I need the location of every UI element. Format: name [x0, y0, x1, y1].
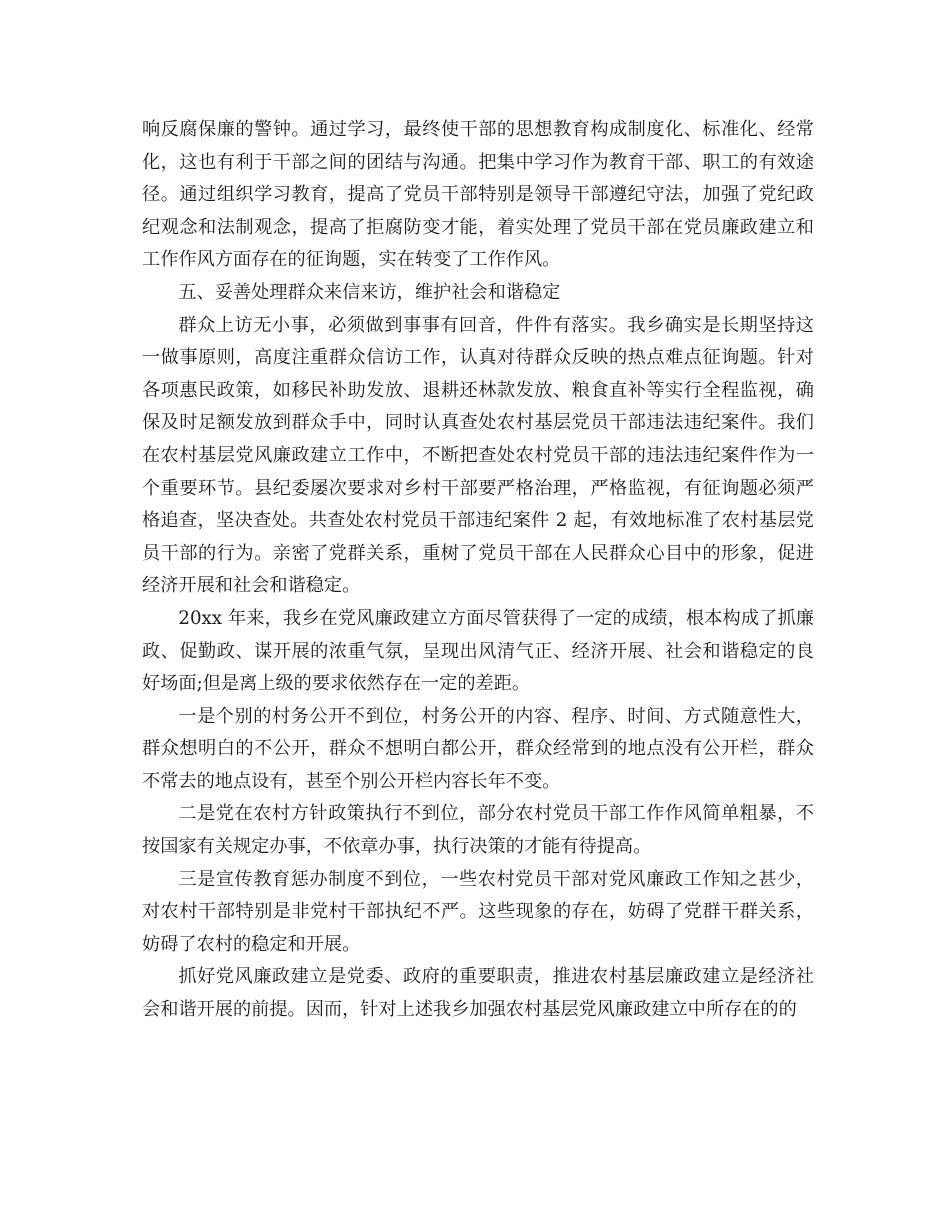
- paragraph-5: 一是个别的村务公开不到位，村务公开的内容、程序、时间、方式随意性大，群众想明白的不公开，群众不想明白都公开，群众经常到的地点没有公开栏，群众不常去的地点设有，甚至个别公开栏内容长年不变。: [142, 705, 814, 792]
- document-body: [142, 114, 814, 1027]
- paragraph-3: 群众上访无小事，必须做到事事有回音，件件有落实。我乡确实是长期坚持这一做事原则，高度注重群众信访工作，认真对待群众反映的热点难点征询题。针对各项惠民政策，如移民补助发放、退耕还林款发放、粮食直补等实行全程监视，确保及时足额发放到群众手中，同时认真查处农村基层党员干部违法违纪案件。我们在农村基层党风廉政建立工作中，不断把查处农村党员干部的违法违纪案件作为一个重要环节。县纪委屡次要求对乡村干部要严格治理，严格监视，有征询题必须严格追查，坚决查处。共查处农村党员干部违纪案件 2 起，有效地标准了农村基层党员干部的行为。亲密了党群关系，重树了党员干部在人民群众心目中的形象，促进经济开展和社会和谐稳定。: [142, 314, 814, 597]
- paragraph-6: 二是党在农村方针政策执行不到位，部分农村党员干部工作作风简单粗暴，不按国家有关规定办事，不依章办事，执行决策的才能有待提高。: [142, 803, 814, 858]
- paragraph-8: 抓好党风廉政建立是党委、政府的重要职责，推进农村基层廉政建立是经济社会和谐开展的前提。因而，针对上述我乡加强农村基层党风廉政建立中所存在的的: [142, 966, 814, 1021]
- section-heading-5: 五、妥善处理群众来信来访，维护社会和谐稳定: [178, 281, 561, 303]
- paragraph-7: 三是宣传教育惩办制度不到位，一些农村党员干部对党风廉政工作知之甚少，对农村干部特别是非党村干部执纪不严。这些现象的存在，妨碍了党群干群关系，妨碍了农村的稳定和开展。: [142, 868, 814, 955]
- paragraph-4: 20xx 年来，我乡在党风廉政建立方面尽管获得了一定的成绩，根本构成了抓廉政、促勤政、谋开展的浓重气氛，呈现出风清气正、经济开展、社会和谐稳定的良好场面;但是离上级的要求依然存在一定的差距。: [142, 607, 814, 695]
- paragraph-1: 响反腐保廉的警钟。通过学习，最终使干部的思想教育构成制度化、标准化、经常化，这也有利于干部之间的团结与沟通。把集中学习作为教育干部、职工的有效途径。通过组织学习教育，提高了党员干部特别是领导干部遵纪守法，加强了党纪政纪观念和法制观念，提高了拒腐防变才能，着实处理了党员干部在党员廉政建立和工作作风方面存在的征询题，实在转变了工作作风。: [142, 119, 814, 271]
